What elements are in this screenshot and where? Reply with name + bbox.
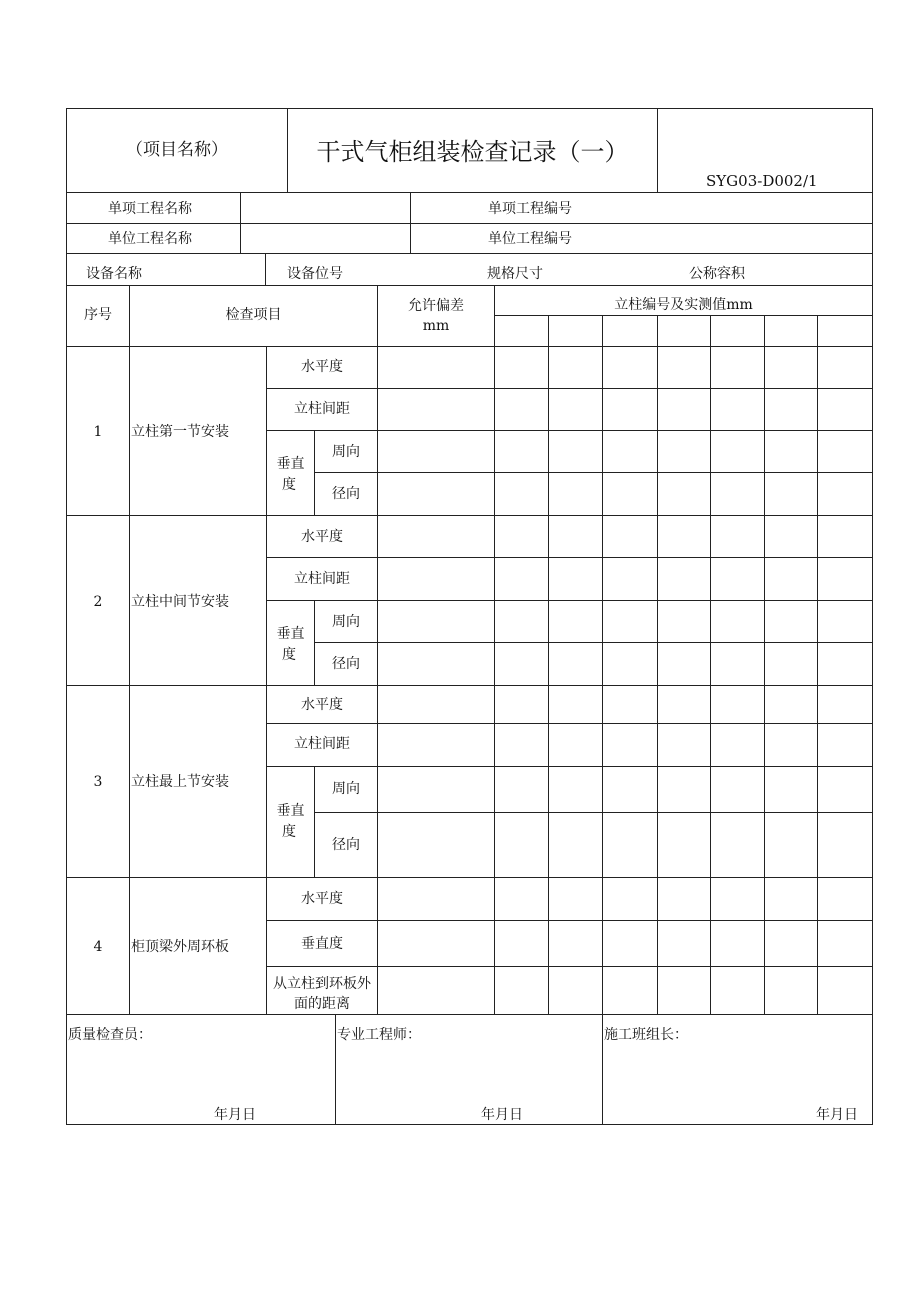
divider [66, 877, 873, 878]
section-4-distance-1: 从立柱到环板外 [273, 976, 371, 992]
section-4-no: 4 [93, 939, 103, 955]
engineer-date: 年月日 [481, 1107, 523, 1123]
divider [66, 253, 873, 254]
divider [266, 920, 873, 921]
divider [266, 766, 873, 767]
divider [335, 1014, 336, 1125]
divider [66, 685, 873, 686]
section-4-name: 柜顶梁外周环板 [131, 939, 229, 955]
divider [265, 253, 266, 286]
divider [710, 315, 711, 1015]
single-project-no-label: 单项工程编号 [488, 201, 572, 217]
divider [817, 315, 818, 1015]
tolerance-header-2: mm [422, 318, 450, 334]
divider [266, 430, 873, 431]
section-3-spacing: 立柱间距 [294, 736, 350, 752]
divider [66, 515, 873, 516]
section-1-name: 立柱第一节安装 [131, 424, 229, 440]
section-3-vertical-b: 度 [282, 824, 296, 840]
divider [314, 812, 873, 813]
section-2-vertical-b: 度 [282, 647, 296, 663]
equipment-position-label: 设备位号 [287, 266, 343, 282]
section-1-vertical-b: 度 [282, 477, 296, 493]
form-code: SYG03-D002/1 [706, 172, 818, 190]
tolerance-header-1: 允许偏差 [408, 298, 464, 314]
inspector-label: 质量检查员： [68, 1027, 152, 1043]
divider [602, 1014, 603, 1125]
single-project-name-label: 单项工程名称 [108, 201, 192, 217]
spec-size-label: 规格尺寸 [487, 266, 543, 282]
foreman-date: 年月日 [816, 1107, 858, 1123]
section-4-level: 水平度 [301, 891, 343, 907]
divider [66, 285, 873, 286]
form-title: 干式气柜组装检查记录（一） [316, 138, 629, 166]
section-1-level: 水平度 [301, 359, 343, 375]
divider [66, 223, 873, 224]
divider [240, 192, 241, 254]
divider [66, 192, 873, 193]
section-2-name: 立柱中间节安装 [131, 594, 229, 610]
section-2-vertical-a: 垂直 [276, 626, 305, 642]
section-2-no: 2 [93, 594, 103, 610]
divider [266, 388, 873, 389]
nominal-volume-label: 公称容积 [689, 266, 745, 282]
measured-header: 立柱编号及实测值mm [614, 297, 753, 313]
engineer-label: 专业工程师： [337, 1027, 421, 1043]
section-1-vertical-a: 垂直 [276, 456, 305, 472]
divider [602, 315, 603, 1015]
item-header: 检查项目 [225, 307, 282, 323]
section-1-spacing: 立柱间距 [294, 401, 350, 417]
section-1-no: 1 [93, 424, 103, 440]
equipment-name-label: 设备名称 [86, 266, 142, 282]
divider [129, 285, 130, 1015]
section-2-radial: 径向 [332, 656, 360, 672]
divider [657, 108, 658, 192]
section-3-no: 3 [93, 774, 103, 790]
divider [266, 966, 873, 967]
divider [494, 285, 495, 1015]
divider [410, 192, 411, 254]
section-4-distance-2: 面的距离 [294, 996, 350, 1012]
project-name: （项目名称） [126, 140, 228, 160]
section-1-circ: 周向 [332, 444, 360, 460]
divider [377, 285, 378, 1015]
border-top [66, 108, 873, 109]
divider [314, 642, 873, 643]
section-2-spacing: 立柱间距 [294, 571, 350, 587]
unit-project-no-label: 单位工程编号 [488, 231, 572, 247]
divider [266, 723, 873, 724]
section-3-name: 立柱最上节安装 [131, 774, 229, 790]
section-3-radial: 径向 [332, 837, 360, 853]
divider [266, 600, 873, 601]
section-3-level: 水平度 [301, 697, 343, 713]
section-3-vertical-a: 垂直 [276, 803, 305, 819]
foreman-label: 施工班组长： [604, 1027, 688, 1043]
inspector-date: 年月日 [214, 1107, 256, 1123]
section-2-level: 水平度 [301, 529, 343, 545]
divider [66, 346, 873, 347]
divider [266, 557, 873, 558]
divider [314, 472, 873, 473]
border-bottom [66, 1124, 873, 1125]
divider [548, 315, 549, 1015]
divider [657, 315, 658, 1015]
divider [764, 315, 765, 1015]
section-4-verticality: 垂直度 [301, 936, 343, 952]
divider [266, 346, 267, 1015]
divider [66, 1014, 873, 1015]
seq-header: 序号 [84, 307, 112, 323]
section-3-circ: 周向 [332, 781, 360, 797]
border-left [66, 108, 67, 1125]
unit-project-name-label: 单位工程名称 [108, 231, 192, 247]
border-right [872, 108, 873, 1125]
section-1-radial: 径向 [332, 486, 360, 502]
section-2-circ: 周向 [332, 614, 360, 630]
